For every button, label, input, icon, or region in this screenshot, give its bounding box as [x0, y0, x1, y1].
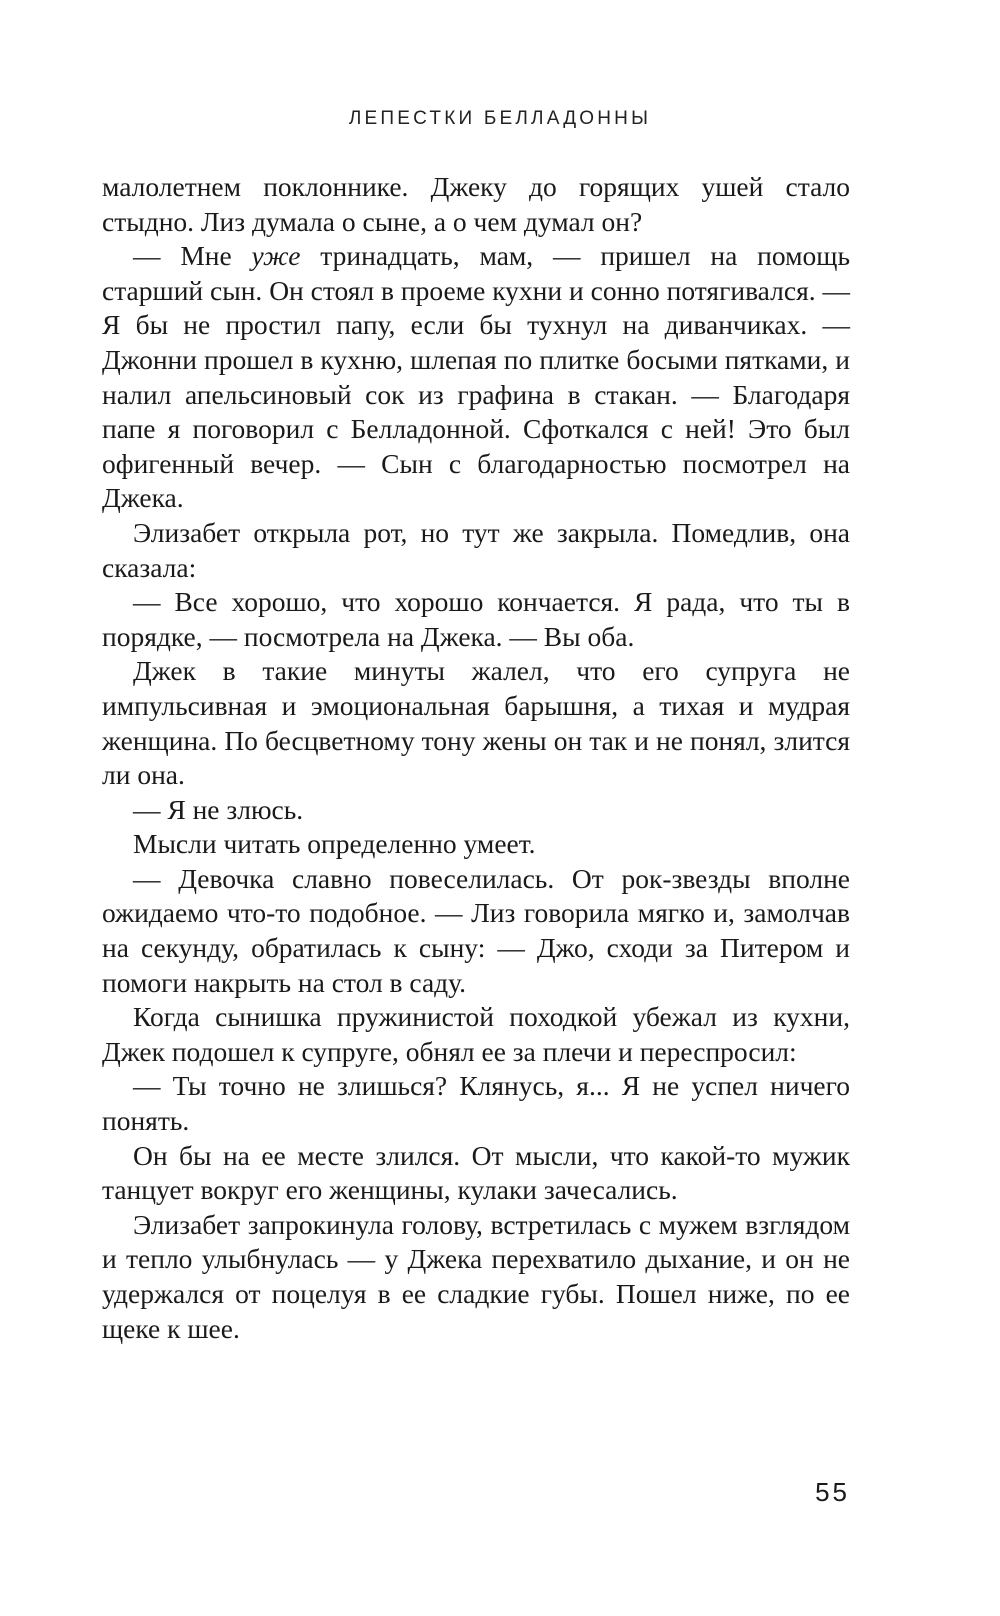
running-header: ЛЕПЕСТКИ БЕЛЛАДОННЫ	[348, 108, 652, 129]
page-number: 55	[815, 1477, 850, 1507]
paragraph-12: Элизабет запрокинула голову, встретилась с мужем взглядом и тепло улыбнулась — у Джека перехватило дыхание, и он не удержался от поцелуя в ее сладкие губы. Пошел ниже, по ее щеке к шее.	[102, 1208, 850, 1344]
paragraph-11: Он бы на ее месте злился. От мысли, что какой-то мужик танцует вокруг его женщины, кулаки зачесались.	[102, 1139, 850, 1206]
paragraph-1: малолетнем поклоннике. Джеку до горящих ушей стало стыдно. Лиз думала о сыне, а о чем думал он?	[102, 171, 850, 237]
paragraph-2-start: — Мне	[133, 240, 252, 272]
paragraph-9: Когда сынишка пружинистой походкой убежал из кухни, Джек подошел к супруге, обнял ее за плечи и переспросил:	[102, 1001, 850, 1067]
paragraph-10: — Ты точно не злишься? Клянусь, я... Я не успел ничего понять.	[102, 1070, 850, 1137]
paragraph-8: — Девочка славно повеселилась. От рок-звезды вполне ожидаемо что-то подобное. — Лиз говорила мягко и, замолчав на секунду, обратилась к сыну: — Джо, сходи за Питером и помоги накрыть на стол в саду.	[102, 862, 850, 998]
paragraph-6: — Я не злюсь.	[133, 793, 304, 825]
emphasis-word: уже	[251, 240, 301, 272]
paragraph-5: Джек в такие минуты жалел, что его супруга не импульсивная и эмоциональная барышня, а тихая и мудрая женщина. По бесцветному тону жены он так и не понял, злится ли она.	[102, 655, 850, 791]
paragraph-3: Элизабет открыла рот, но тут же закрыла. Помедлив, она сказала:	[102, 516, 850, 583]
paragraph-2	[102, 239, 850, 516]
paragraph-2-rest: тринадцать, мам, — пришел на помощь старший сын. Он стоял в проеме кухни и сонно потягивался. — Я бы не простил папу, если бы тухнул на диванчиках. — Джонни прошел в кухню, шлепая по плитке босыми пятками, и налил апельсиновый сок из графина в стакан. — Благодаря папе я поговорил с Белладонной. Сфоткался с ней! Это был офигенный вечер. — Сын с благодарностью посмотрел на Джека.	[102, 240, 850, 514]
paragraph-7: Мысли читать определенно умеет.	[133, 828, 536, 860]
paragraph-4: — Все хорошо, что хорошо кончается. Я рада, что ты в порядке, — посмотрела на Джека. — Вы оба.	[102, 586, 850, 652]
body-text	[102, 170, 850, 1346]
